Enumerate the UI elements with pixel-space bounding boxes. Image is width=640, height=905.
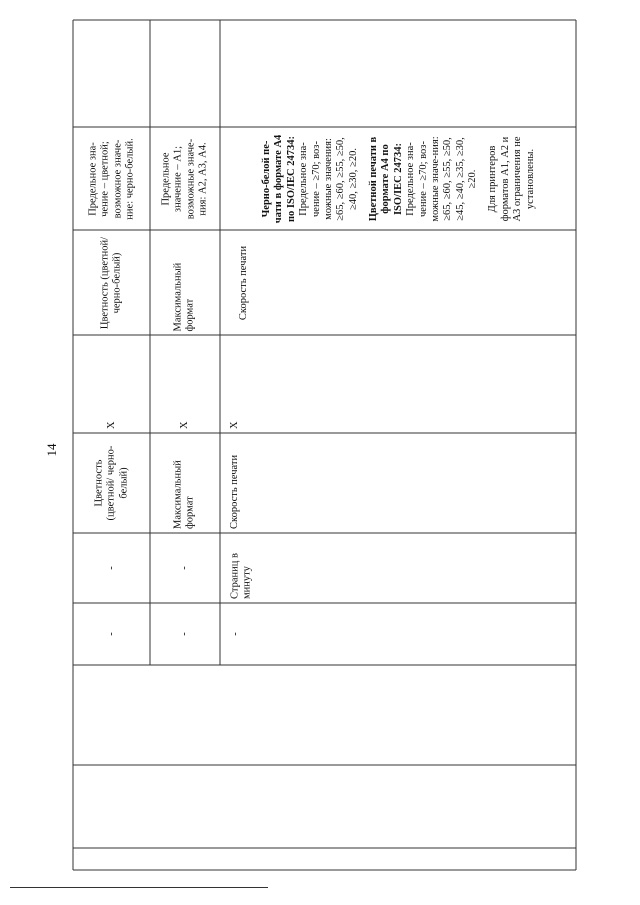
cell-r2-c5: Максимальный формат: [172, 262, 196, 331]
footnote-separator: [10, 887, 268, 888]
cell-r2-c3: Максимальный формат: [172, 460, 196, 529]
cell-r3-c3: Скорость печати: [228, 454, 240, 529]
cell-r1-c2: -: [105, 566, 117, 570]
cell-r3-c5: Скорость печати: [237, 245, 249, 320]
cell-r1-c3: Цветность (цветной/ черно-белый): [92, 445, 129, 521]
bw-print-text: Предельное зна- чение – ≥70; воз- можные значения: ≥65, ≥60, ≥55, ≥50, ≥40, ≥30, ≥20.: [298, 136, 359, 221]
cell-r1-c1: -: [105, 632, 117, 636]
color-print-title: Цветной печати в формате А4 по ISO/IEC 24734:: [368, 136, 404, 221]
bw-print-title: Черно-белой пе- чати в формате А4 по ISO/IEC 24734:: [261, 134, 297, 223]
cell-r1-c4: X: [105, 421, 117, 429]
format-note: Для принтеров форматов А1, А2 и А3 ограничения не установлены.: [487, 135, 536, 222]
cell-r2-c4: X: [178, 421, 190, 429]
cell-r1-c6: Предельное зна- чение – цветной; возможное значе- ние: черно-белый.: [86, 137, 135, 220]
cell-r2-c1: -: [178, 632, 190, 636]
cell-r3-c2: Страниц в минуту: [229, 553, 253, 599]
color-print-text: Предельное зна- чение – ≥70; воз- можные значе-ния: ≥65, ≥60, ≥55, ≥50, ≥45, ≥40, ≥35, ≥30, ≥20.: [405, 135, 479, 222]
cell-r3-c4: X: [228, 421, 240, 429]
page-number: 14: [44, 443, 59, 457]
cell-r3-c1: -: [229, 632, 241, 636]
cell-r2-c2: -: [178, 566, 190, 570]
cell-r1-c5: Цветность (цветной/ черно-белый): [99, 236, 123, 329]
cell-r2-c6: Предельное значение – А1; возможные значе- ния: А2, А3, А4.: [160, 138, 209, 219]
cell-r3-c6: [222, 127, 576, 230]
